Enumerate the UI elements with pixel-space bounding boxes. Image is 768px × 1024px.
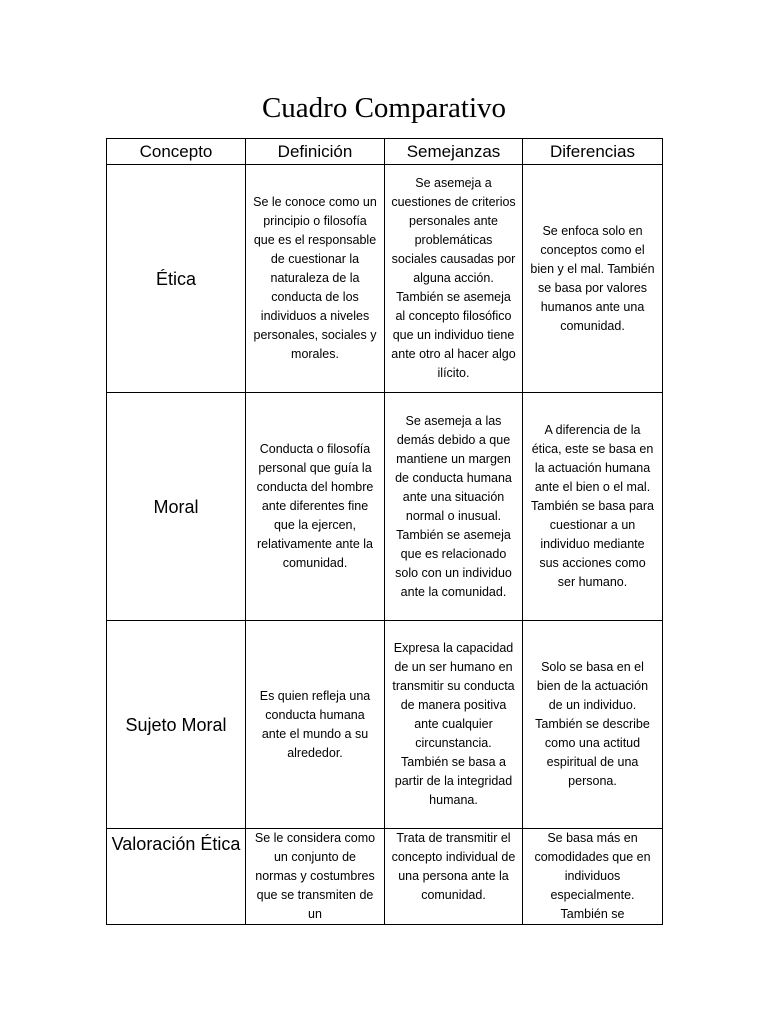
comparison-table xyxy=(106,138,663,925)
similarities-cell: Se asemeja a las demás debido a que mantiene un margen de conducta humana ante una situación normal o inusual. También se asemeja que es relacionado solo con un individuo ante la comunidad. xyxy=(385,393,523,621)
differences-cell: Se basa más en comodidades que en individuos especialmente. También se xyxy=(523,829,663,925)
table-row xyxy=(107,165,663,393)
definition-cell: Se le considera como un conjunto de normas y costumbres que se transmiten de un xyxy=(246,829,385,925)
differences-cell: A diferencia de la ética, este se basa en la actuación humana ante el bien o el mal. También se basa para cuestionar a un individuo mediante sus acciones como ser humano. xyxy=(523,393,663,621)
table-row xyxy=(107,393,663,621)
concept-cell: Valoración Ética xyxy=(107,829,246,925)
definition-cell: Se le conoce como un principio o filosofía que es el responsable de cuestionar la naturaleza de la conducta de los individuos a niveles personales, sociales y morales. xyxy=(246,165,385,393)
header-definicion: Definición xyxy=(246,139,385,165)
differences-cell: Solo se basa en el bien de la actuación de un individuo. También se describe como una actitud espiritual de una persona. xyxy=(523,621,663,829)
header-diferencias: Diferencias xyxy=(523,139,663,165)
header-semejanzas: Semejanzas xyxy=(385,139,523,165)
definition-cell: Es quien refleja una conducta humana ante el mundo a su alrededor. xyxy=(246,621,385,829)
concept-cell: Moral xyxy=(107,393,246,621)
concept-cell: Sujeto Moral xyxy=(107,621,246,829)
similarities-cell: Se asemeja a cuestiones de criterios personales ante problemáticas sociales causadas por alguna acción. También se asemeja al concepto filosófico que un individuo tiene ante otro al hacer algo ilícito. xyxy=(385,165,523,393)
table-row xyxy=(107,829,663,925)
differences-cell: Se enfoca solo en conceptos como el bien y el mal. También se basa por valores humanos ante una comunidad. xyxy=(523,165,663,393)
table-header-row xyxy=(107,139,663,165)
similarities-cell: Expresa la capacidad de un ser humano en transmitir su conducta de manera positiva ante cualquier circunstancia. También se basa a partir de la integridad humana. xyxy=(385,621,523,829)
concept-cell: Ética xyxy=(107,165,246,393)
definition-cell: Conducta o filosofía personal que guía la conducta del hombre ante diferentes fine que la ejercen, relativamente ante la comunidad. xyxy=(246,393,385,621)
page-title: Cuadro Comparativo xyxy=(261,92,507,124)
header-concepto: Concepto xyxy=(107,139,246,165)
table-row xyxy=(107,621,663,829)
similarities-cell: Trata de transmitir el concepto individual de una persona ante la comunidad. xyxy=(385,829,523,925)
